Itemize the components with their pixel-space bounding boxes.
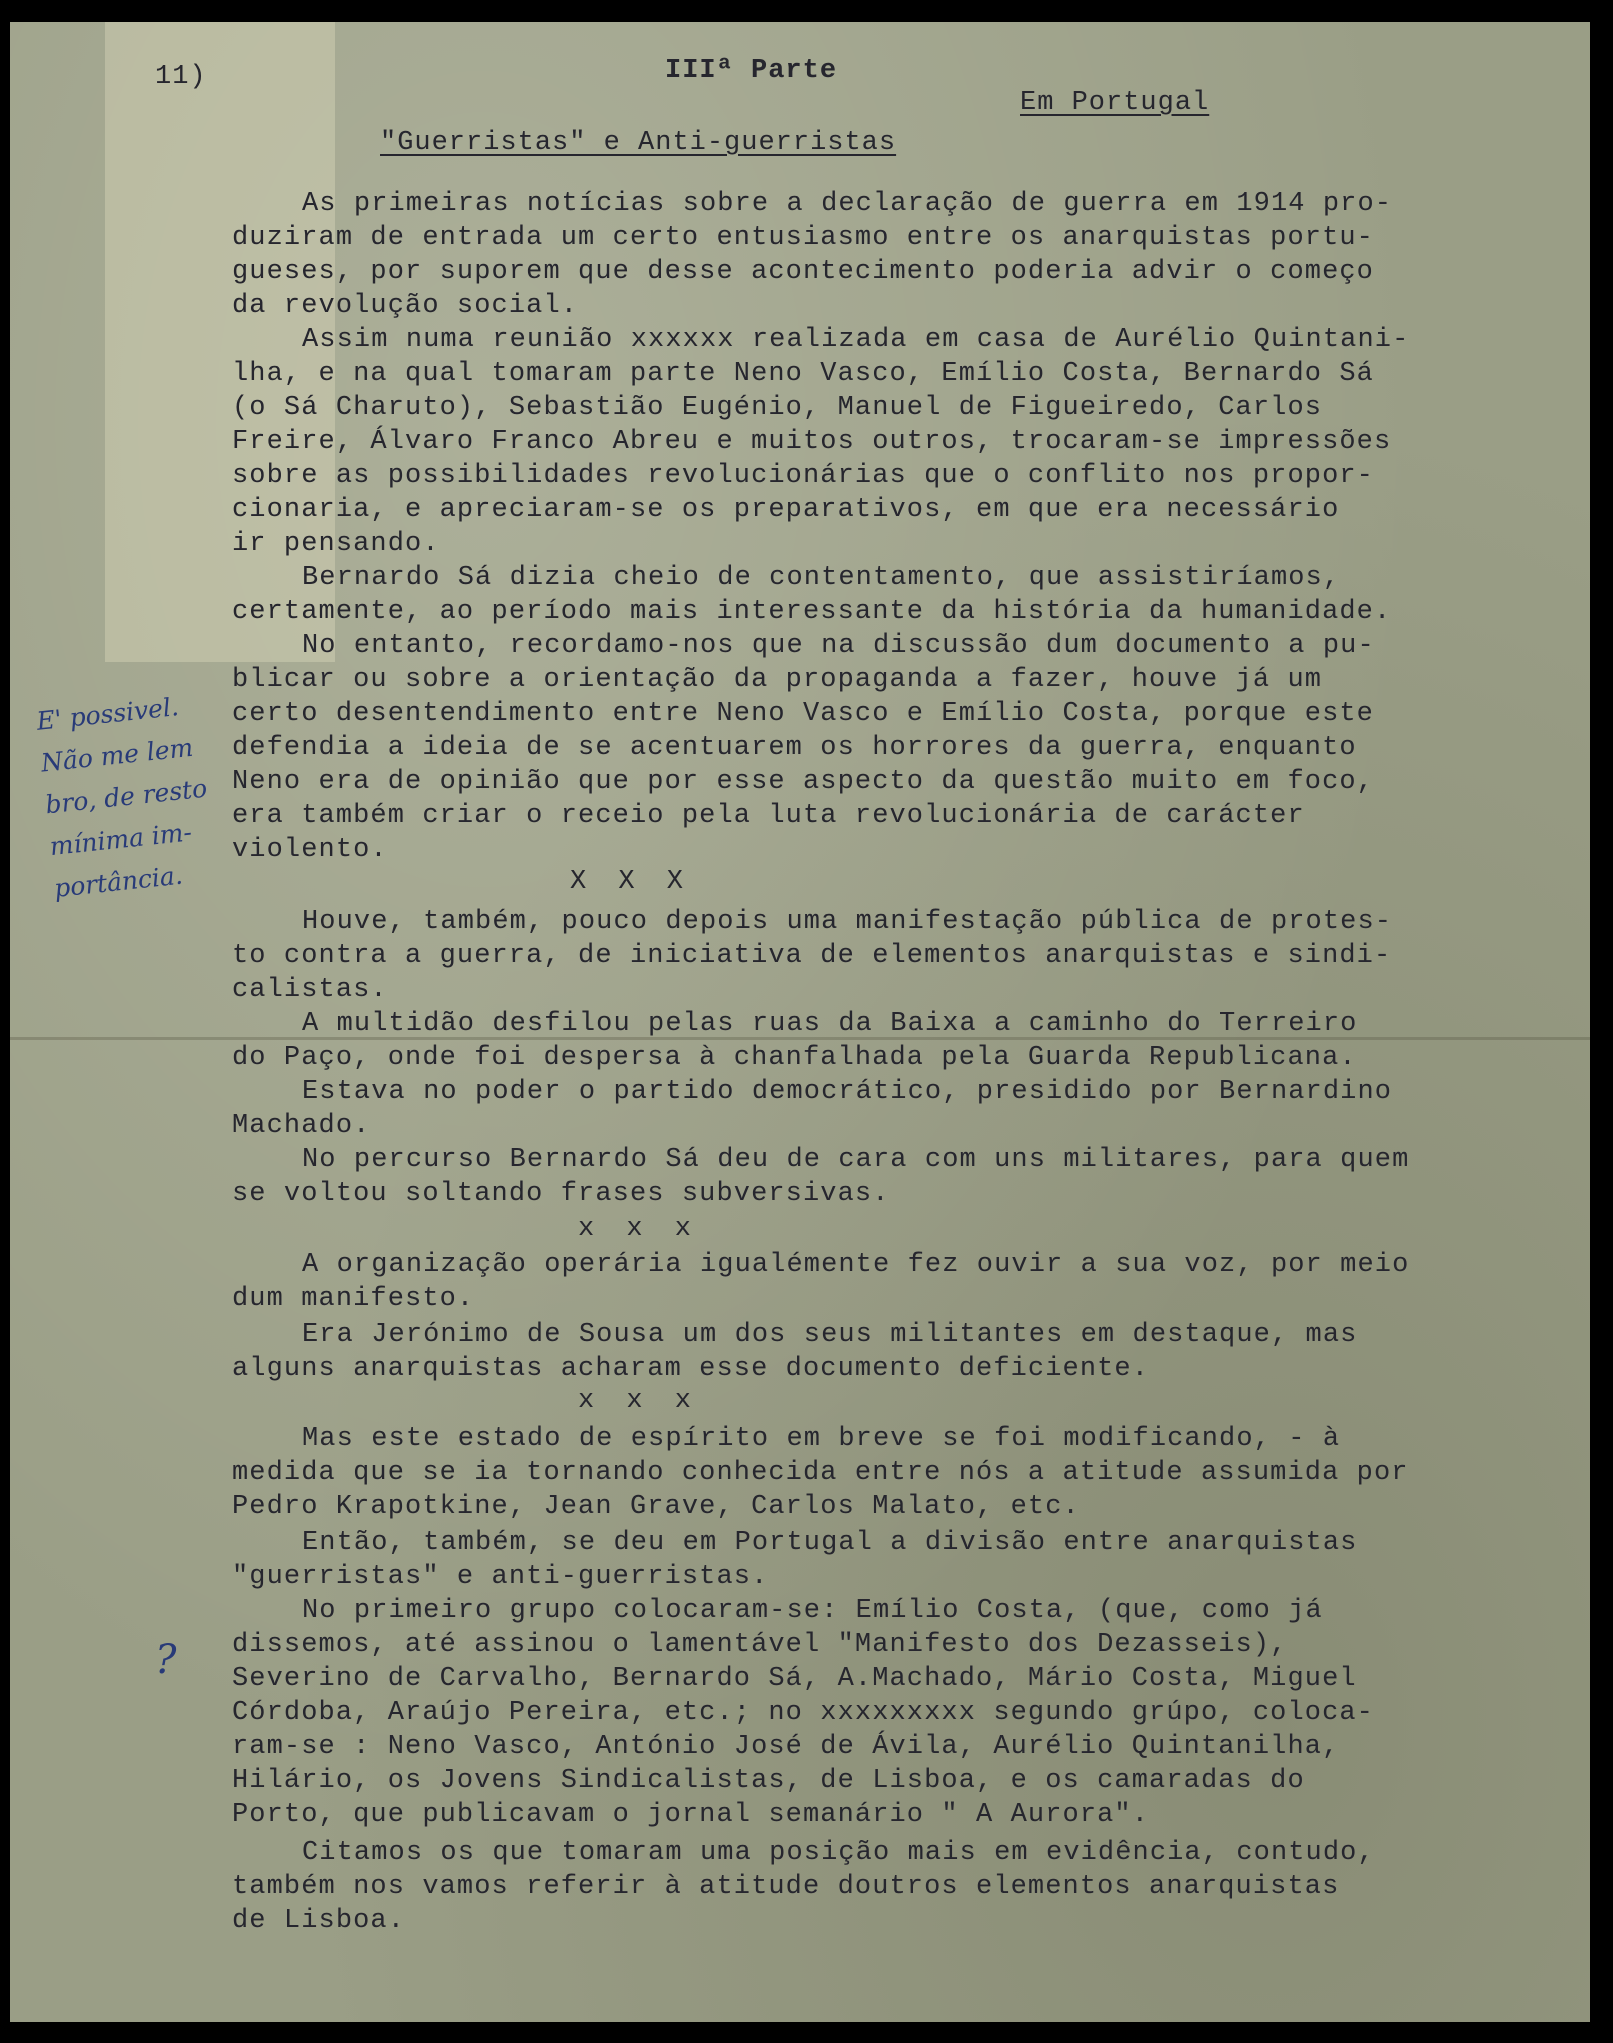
text-line: No entanto, recordamo-nos que na discussão dum documento a pu- <box>302 631 1375 661</box>
text-line: da revolução social. <box>232 291 579 321</box>
text-line: certamente, ao período mais interessante da história da humanidade. <box>232 597 1392 627</box>
text-line: Porto, que publicavam o jornal semanário " A Aurora". <box>232 1800 1150 1830</box>
text-line: Bernardo Sá dizia cheio de contentamento, que assistiríamos, <box>302 563 1341 593</box>
text-line: Mas este estado de espírito em breve se foi modificando, - à <box>302 1424 1341 1454</box>
text-line: Estava no poder o partido democrático, presidido por Bernardino <box>302 1077 1393 1107</box>
text-line: cionaria, e apreciaram-se os preparativos, em que era necessário <box>232 495 1340 525</box>
text-line: Assim numa reunião xxxxxx realizada em casa de Aurélio Quintani- <box>302 325 1410 355</box>
paragraph-2 <box>232 323 1572 561</box>
text-line: No primeiro grupo colocaram-se: Emílio Costa, (que, como já <box>302 1596 1323 1626</box>
text-line: A multidão desfilou pelas ruas da Baixa a caminho do Terreiro <box>302 1009 1358 1039</box>
text-line: era também criar o receio pela luta revolucionária de carácter <box>232 801 1305 831</box>
text-line: blicar ou sobre a orientação da propaganda a fazer, houve já um <box>232 665 1323 695</box>
note-line: mínima im- <box>48 817 194 862</box>
text-line: Neno era de opinião que por esse aspecto da questão muito em foco, <box>232 767 1374 797</box>
text-line: gueses, por suporem que desse acontecimento poderia advir o começo <box>232 257 1374 287</box>
section-separator: x x x <box>578 1214 700 1244</box>
handwritten-margin-note <box>35 680 256 910</box>
section-separator: x x x <box>578 1386 700 1416</box>
page-number: 11) <box>155 62 207 92</box>
paragraph-3 <box>232 561 1572 629</box>
text-line: também nos vamos referir à atitude doutros elementos anarquistas <box>232 1872 1340 1902</box>
text-line: Citamos os que tomaram uma posição mais em evidência, contudo, <box>302 1838 1375 1868</box>
text-line: do Paço, onde foi despersa à chanfalhada pela Guarda Republicana. <box>232 1043 1357 1073</box>
text-line: to contra a guerra, de iniciativa de elementos anarquistas e sindi- <box>232 941 1392 971</box>
note-line: Não me lem <box>39 732 195 778</box>
text-line: Freire, Álvaro Franco Abreu e muitos outros, trocaram-se impressões <box>232 427 1392 457</box>
section-separator: X X X <box>570 867 692 897</box>
text-line: No percurso Bernardo Sá deu de cara com uns militares, para quem <box>302 1145 1410 1175</box>
text-line: "guerristas" e anti-guerristas. <box>232 1562 769 1592</box>
note-line: portância. <box>52 860 184 903</box>
paragraph-5 <box>232 905 1572 1007</box>
paragraph-13 <box>232 1594 1572 1832</box>
text-line: alguns anarquistas acharam esse documento deficiente. <box>232 1354 1150 1384</box>
part-title: IIIª Parte <box>665 56 838 86</box>
text-line: Então, também, se deu em Portugal a divisão entre anarquistas <box>302 1528 1358 1558</box>
handwritten-question-mark: ? <box>155 1637 177 1683</box>
paragraph-11 <box>232 1422 1572 1524</box>
note-line: bro, de resto <box>43 773 209 820</box>
text-line: Machado. <box>232 1111 371 1141</box>
text-line: (o Sá Charuto), Sebastião Eugénio, Manuel de Figueiredo, Carlos <box>232 393 1323 423</box>
paragraph-4 <box>232 629 1572 867</box>
paragraph-9 <box>232 1248 1572 1316</box>
paragraph-8 <box>232 1143 1572 1211</box>
text-line: Hilário, os Jovens Sindicalistas, de Lisboa, e os camaradas do <box>232 1766 1305 1796</box>
paragraph-7 <box>232 1075 1572 1143</box>
text-line: ir pensando. <box>232 529 440 559</box>
text-line: medida que se ia tornando conhecida entre nós a atitude assumida por <box>232 1458 1409 1488</box>
paragraph-12 <box>232 1526 1572 1594</box>
text-line: calistas. <box>232 975 388 1005</box>
text-line: defendia a ideia de se acentuarem os horrores da guerra, enquanto <box>232 733 1357 763</box>
text-line: sobre as possibilidades revolucionárias que o conflito nos propor- <box>232 461 1374 491</box>
text-line: duziram de entrada um certo entusiasmo entre os anarquistas portu- <box>232 223 1374 253</box>
text-line: dum manifesto. <box>232 1284 475 1314</box>
text-line: de Lisboa. <box>232 1906 406 1936</box>
text-line: certo desentendimento entre Neno Vasco e Emílio Costa, porque este <box>232 699 1374 729</box>
text-line: As primeiras notícias sobre a declaração de guerra em 1914 pro- <box>302 189 1393 219</box>
section-title: Em Portugal <box>1020 88 1210 118</box>
paragraph-6 <box>232 1007 1572 1075</box>
text-line: Córdoba, Araújo Pereira, etc.; no xxxxxxxxx segundo grúpo, coloca- <box>232 1698 1374 1728</box>
text-line: violento. <box>232 835 388 865</box>
chapter-title: "Guerristas" e Anti-guerristas <box>380 128 897 158</box>
paragraph-1 <box>232 187 1572 323</box>
paragraph-10 <box>232 1318 1572 1386</box>
text-line: dissemos, até assinou o lamentável "Manifesto dos Dezasseis), <box>232 1630 1288 1660</box>
text-line: Pedro Krapotkine, Jean Grave, Carlos Malato, etc. <box>232 1492 1080 1522</box>
document-sheet <box>10 22 1590 2022</box>
text-line: Houve, também, pouco depois uma manifestação pública de protes- <box>302 907 1393 937</box>
text-line: Severino de Carvalho, Bernardo Sá, A.Machado, Mário Costa, Miguel <box>232 1664 1357 1694</box>
text-line: lha, e na qual tomaram parte Neno Vasco, Emílio Costa, Bernardo Sá <box>232 359 1374 389</box>
note-line: E' possivel. <box>35 692 181 736</box>
text-line: ram-se : Neno Vasco, António José de Ávila, Aurélio Quintanilha, <box>232 1732 1340 1762</box>
text-line: se voltou soltando frases subversivas. <box>232 1179 890 1209</box>
paragraph-14 <box>232 1836 1572 1938</box>
text-line: Era Jerónimo de Sousa um dos seus militantes em destaque, mas <box>302 1320 1358 1350</box>
text-line: A organização operária igualémente fez ouvir a sua voz, por meio <box>302 1250 1410 1280</box>
